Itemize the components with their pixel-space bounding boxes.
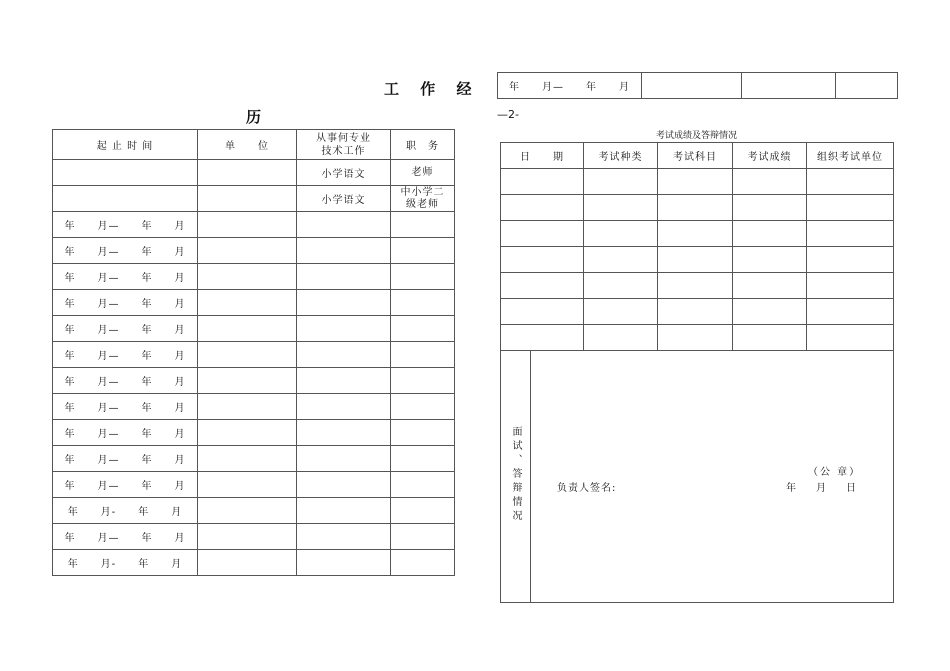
position-cell <box>836 73 898 99</box>
field-cell <box>297 316 391 342</box>
exam-type-cell <box>584 273 658 299</box>
work-history-title-cont: 历 <box>246 108 262 126</box>
exam-organizer-cell <box>807 195 894 221</box>
work-history-title: 工 作 经 <box>384 80 480 98</box>
exam-subject-cell <box>658 325 733 351</box>
position-cell <box>391 342 455 368</box>
exam-type-cell <box>584 299 658 325</box>
header-exam-organizer: 组织考试单位 <box>807 143 894 169</box>
period-cell: 年 月— 年 月 <box>53 316 198 342</box>
position-cell <box>391 368 455 394</box>
position-cell <box>391 212 455 238</box>
unit-cell <box>642 73 742 99</box>
exam-date-cell <box>501 221 584 247</box>
exam-organizer-cell <box>807 221 894 247</box>
field-cell <box>297 524 391 550</box>
unit-cell <box>198 472 297 498</box>
exam-type-cell <box>584 247 658 273</box>
exam-section-title: 考试成绩及答辩情况 <box>655 131 737 141</box>
header-period: 起 止 时 间 <box>53 130 198 160</box>
period-cell: 年 月— 年 月 <box>53 524 198 550</box>
table-row <box>53 446 455 472</box>
period-cell: 年 月— 年 月 <box>53 472 198 498</box>
position-cell: 中小学二 级老师 <box>391 186 455 212</box>
period-cell: 年 月— 年 月 <box>53 264 198 290</box>
work-history-continuation-table <box>497 72 898 99</box>
exam-date-cell <box>501 299 584 325</box>
header-exam-score: 考试成绩 <box>733 143 807 169</box>
table-row <box>53 524 455 550</box>
exam-date-cell <box>501 247 584 273</box>
unit-cell <box>198 446 297 472</box>
interview-label: 面试、答辩情况 <box>510 426 521 524</box>
exam-subject-cell <box>658 221 733 247</box>
exam-date-cell <box>501 273 584 299</box>
signature-date: 年 月 日 <box>786 483 856 494</box>
exam-subject-cell <box>658 195 733 221</box>
table-row <box>53 420 455 446</box>
exam-subject-cell <box>658 273 733 299</box>
exam-header-row <box>501 143 894 169</box>
work-history-table <box>52 129 455 576</box>
field-cell <box>297 498 391 524</box>
unit-cell <box>198 264 297 290</box>
field-cell <box>297 342 391 368</box>
unit-cell <box>198 186 297 212</box>
position-cell <box>391 394 455 420</box>
field-cell <box>297 368 391 394</box>
field-cell <box>297 290 391 316</box>
period-cell: 年 月— 年 月 <box>53 342 198 368</box>
period-cell <box>53 160 198 186</box>
period-cell <box>53 186 198 212</box>
field-cell <box>297 212 391 238</box>
field-cell: 小学语文 <box>297 160 391 186</box>
table-row <box>53 394 455 420</box>
field-cell: 小学语文 <box>297 186 391 212</box>
table-row <box>53 264 455 290</box>
period-cell: 年 月- 年 月 <box>53 550 198 576</box>
unit-cell <box>198 524 297 550</box>
unit-cell <box>198 420 297 446</box>
period-cell: 年 月— 年 月 <box>53 394 198 420</box>
table-row <box>53 472 455 498</box>
period-cell: 年 月— 年 月 <box>53 446 198 472</box>
position-cell: 老师 <box>391 160 455 186</box>
header-position: 职 务 <box>391 130 455 160</box>
exam-row <box>501 247 894 273</box>
period-cell: 年 月— 年 月 <box>53 212 198 238</box>
exam-type-cell <box>584 195 658 221</box>
exam-score-cell <box>733 169 807 195</box>
unit-cell <box>198 290 297 316</box>
field-cell <box>297 238 391 264</box>
period-cell: 年 月— 年 月 <box>53 420 198 446</box>
exam-row <box>501 325 894 351</box>
header-exam-type: 考试种类 <box>584 143 658 169</box>
unit-cell <box>198 368 297 394</box>
exam-score-cell <box>733 195 807 221</box>
exam-score-cell <box>733 221 807 247</box>
unit-cell <box>198 394 297 420</box>
header-exam-subject: 考试科目 <box>658 143 733 169</box>
table-row <box>53 186 455 212</box>
position-cell <box>391 290 455 316</box>
period-cell: 年 月— 年 月 <box>53 238 198 264</box>
unit-cell <box>198 498 297 524</box>
exam-subject-cell <box>658 169 733 195</box>
exam-row <box>501 273 894 299</box>
table-row <box>53 498 455 524</box>
position-cell <box>391 524 455 550</box>
header-unit: 单 位 <box>198 130 297 160</box>
exam-score-cell <box>733 273 807 299</box>
unit-cell <box>198 316 297 342</box>
exam-score-cell <box>733 247 807 273</box>
position-cell <box>391 472 455 498</box>
period-cell: 年 月— 年 月 <box>53 290 198 316</box>
table-row <box>53 316 455 342</box>
field-cell <box>742 73 836 99</box>
official-seal-label: （公 章） <box>808 467 862 478</box>
header-date: 日 期 <box>501 143 584 169</box>
unit-cell <box>198 212 297 238</box>
period-cell: 年 月— 年 月 <box>498 73 642 99</box>
exam-organizer-cell <box>807 169 894 195</box>
exam-type-cell <box>584 221 658 247</box>
work-history-header-row <box>53 130 455 160</box>
field-cell <box>297 472 391 498</box>
exam-organizer-cell <box>807 299 894 325</box>
interview-label-cell <box>501 351 531 603</box>
table-row <box>53 342 455 368</box>
exam-type-cell <box>584 169 658 195</box>
exam-row <box>501 221 894 247</box>
exam-results-table <box>500 142 894 603</box>
exam-date-cell <box>501 195 584 221</box>
header-field: 从事何专业 技术工作 <box>297 130 391 160</box>
unit-cell <box>198 550 297 576</box>
table-row <box>53 212 455 238</box>
field-cell <box>297 446 391 472</box>
table-row <box>53 368 455 394</box>
field-cell <box>297 264 391 290</box>
exam-subject-cell <box>658 299 733 325</box>
table-row <box>53 550 455 576</box>
position-cell <box>391 238 455 264</box>
exam-row <box>501 299 894 325</box>
exam-subject-cell <box>658 247 733 273</box>
exam-date-cell <box>501 169 584 195</box>
unit-cell <box>198 160 297 186</box>
table-row <box>53 238 455 264</box>
exam-date-cell <box>501 325 584 351</box>
field-cell <box>297 394 391 420</box>
position-cell <box>391 420 455 446</box>
exam-score-cell <box>733 299 807 325</box>
position-cell <box>391 264 455 290</box>
field-cell <box>297 420 391 446</box>
table-row <box>53 290 455 316</box>
exam-organizer-cell <box>807 325 894 351</box>
exam-organizer-cell <box>807 273 894 299</box>
position-cell <box>391 316 455 342</box>
position-cell <box>391 446 455 472</box>
exam-organizer-cell <box>807 247 894 273</box>
page-number: —2- <box>497 108 519 121</box>
unit-cell <box>198 342 297 368</box>
field-cell <box>297 550 391 576</box>
table-row <box>53 160 455 186</box>
position-cell <box>391 498 455 524</box>
exam-row <box>501 169 894 195</box>
unit-cell <box>198 238 297 264</box>
exam-row <box>501 195 894 221</box>
period-cell: 年 月— 年 月 <box>53 368 198 394</box>
period-cell: 年 月- 年 月 <box>53 498 198 524</box>
position-cell <box>391 550 455 576</box>
exam-score-cell <box>733 325 807 351</box>
signature-label: 负责人签名: <box>557 483 617 494</box>
table-row <box>498 73 898 99</box>
exam-type-cell <box>584 325 658 351</box>
